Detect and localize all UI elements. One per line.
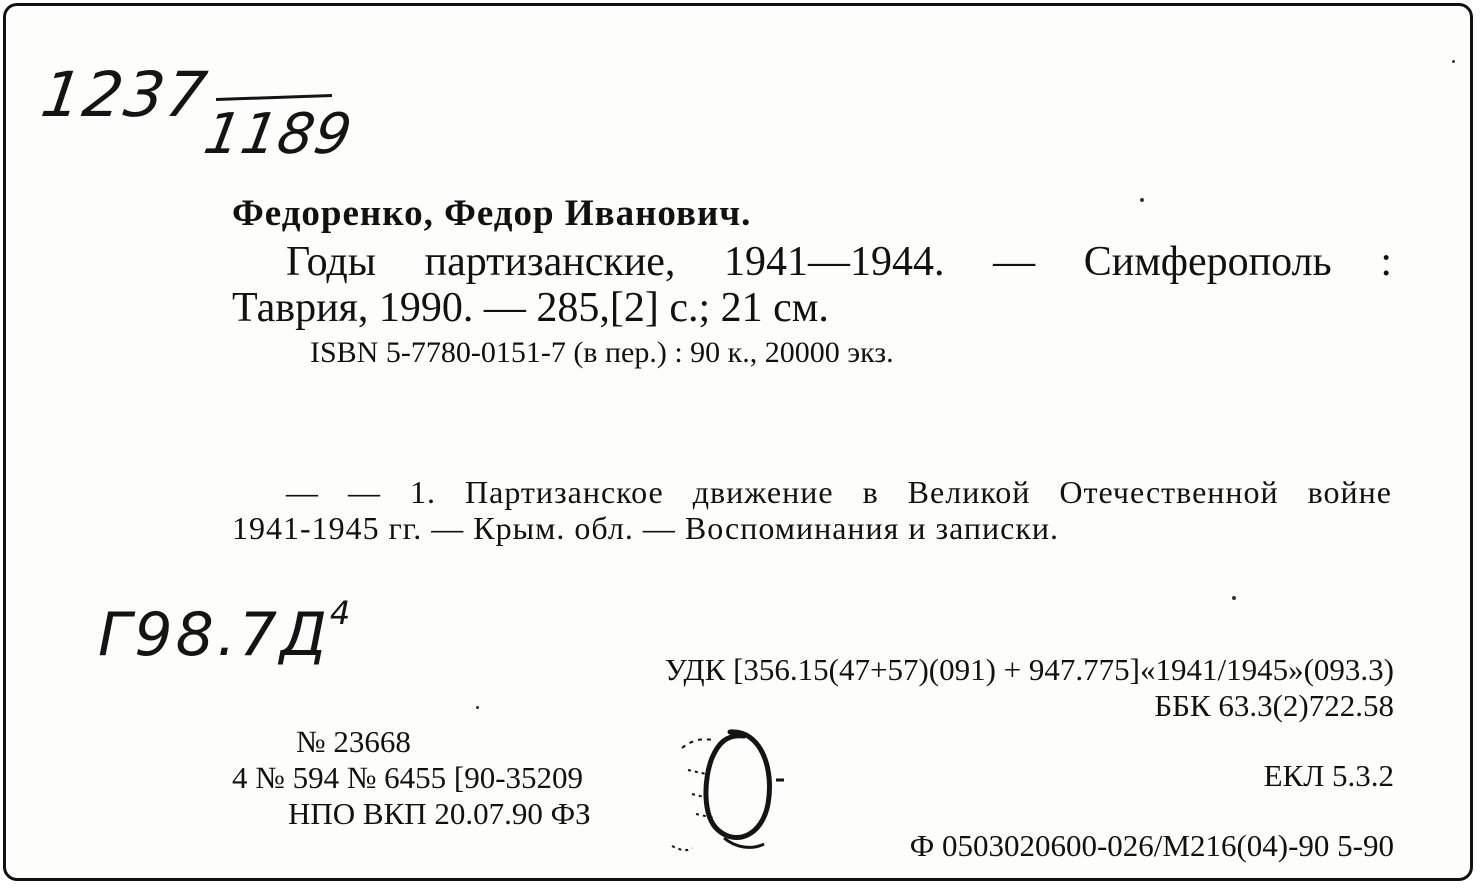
- isbn-line: ISBN 5-7780-0151-7 (в пер.) : 90 к., 20000 экз.: [310, 336, 894, 369]
- bbk-code: ББК 63.3(2)722.58: [1154, 688, 1394, 723]
- order-line: 4 № 594 № 6455 [90-35209: [232, 760, 584, 795]
- ekl-code: ЕКЛ 5.3.2: [1263, 758, 1394, 793]
- scan-speck: [1232, 596, 1236, 600]
- f-code: Ф 0503020600-026/М216(04)-90 5-90: [909, 828, 1394, 863]
- author-heading: Федоренко, Федор Иванович.: [232, 193, 752, 234]
- classification-main: Г98.7Д: [98, 600, 330, 670]
- printer-line: НПО ВКП 20.07.90 ФЗ: [288, 796, 591, 831]
- classification-superscript: 4: [329, 594, 354, 632]
- udk-code: УДК [356.15(47+57)(091) + 947.775]«1941/1945»(093.3): [664, 652, 1394, 687]
- handwritten-classification: [98, 594, 354, 670]
- scan-speck: [1140, 198, 1144, 202]
- order-number: № 23668: [296, 724, 411, 759]
- hand-drawn-circle-mark: [652, 718, 802, 868]
- title-line-1: Годы партизанские, 1941—1944. — Симферополь :: [286, 239, 1392, 285]
- subject-line-2: 1941-1945 гг. — Крым. обл. — Воспоминания и записки.: [232, 510, 1060, 546]
- handwritten-shelf-mark-bottom: 1189: [199, 102, 358, 167]
- title-line-2: Таврия, 1990. — 285,[2] с.; 21 см.: [232, 285, 829, 331]
- subject-line-1: — — 1. Партизанское движение в Великой Отечественной войне: [286, 474, 1392, 510]
- handwritten-shelf-mark-top: 1237: [36, 58, 213, 131]
- scan-speck: [1452, 60, 1455, 63]
- scan-speck: [476, 706, 479, 709]
